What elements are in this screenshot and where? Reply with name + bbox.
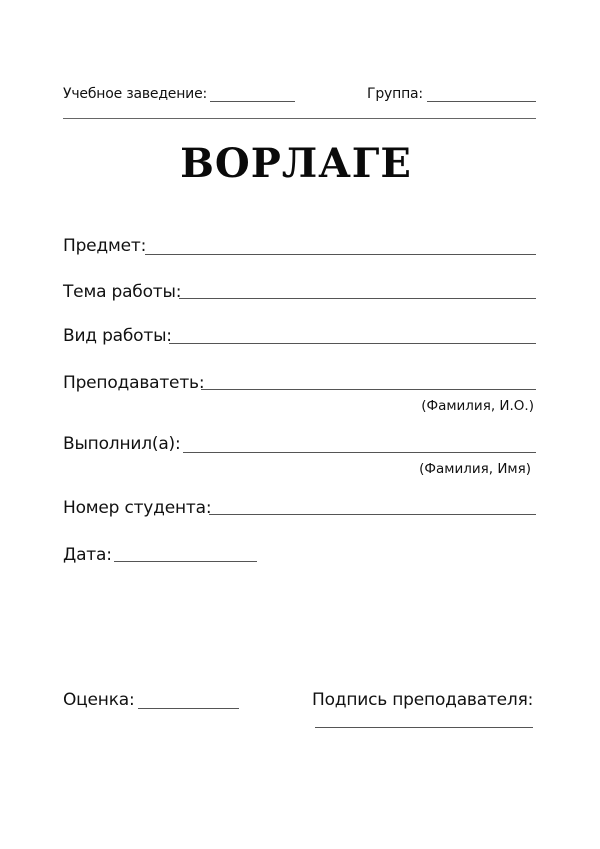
topic-label: Тема работы: <box>63 282 182 302</box>
topic-input-line[interactable] <box>179 298 536 299</box>
work-type-input-line[interactable] <box>169 343 536 344</box>
student-number-input-line[interactable] <box>209 514 536 515</box>
page-title: ВОРЛАГЕ <box>180 140 412 187</box>
grade-label: Оценка: <box>63 690 135 710</box>
work-type-label: Вид работы: <box>63 326 172 346</box>
student-number-label: Номер студента: <box>63 498 212 518</box>
student-label: Выполнил(а): <box>63 434 181 454</box>
grade-input-line[interactable] <box>138 708 239 709</box>
institution-label: Учебное заведение: <box>63 86 207 102</box>
date-input-line[interactable] <box>114 561 257 562</box>
teacher-input-line[interactable] <box>201 389 536 390</box>
subject-input-line[interactable] <box>145 254 536 255</box>
group-label: Группа: <box>367 86 423 102</box>
signature-input-line[interactable] <box>315 727 533 728</box>
institution-input-line[interactable] <box>210 101 295 102</box>
signature-label: Подпись преподавателя: <box>312 690 534 710</box>
subject-label: Предмет: <box>63 236 147 256</box>
group-input-line[interactable] <box>427 101 536 102</box>
student-input-line[interactable] <box>183 452 536 453</box>
header-divider <box>63 118 536 119</box>
date-label: Дата: <box>63 545 112 565</box>
student-hint: (Фамилия, Имя) <box>419 461 531 477</box>
teacher-label: Преподаватеть: <box>63 373 205 393</box>
teacher-hint: (Фамилия, И.О.) <box>421 398 534 414</box>
